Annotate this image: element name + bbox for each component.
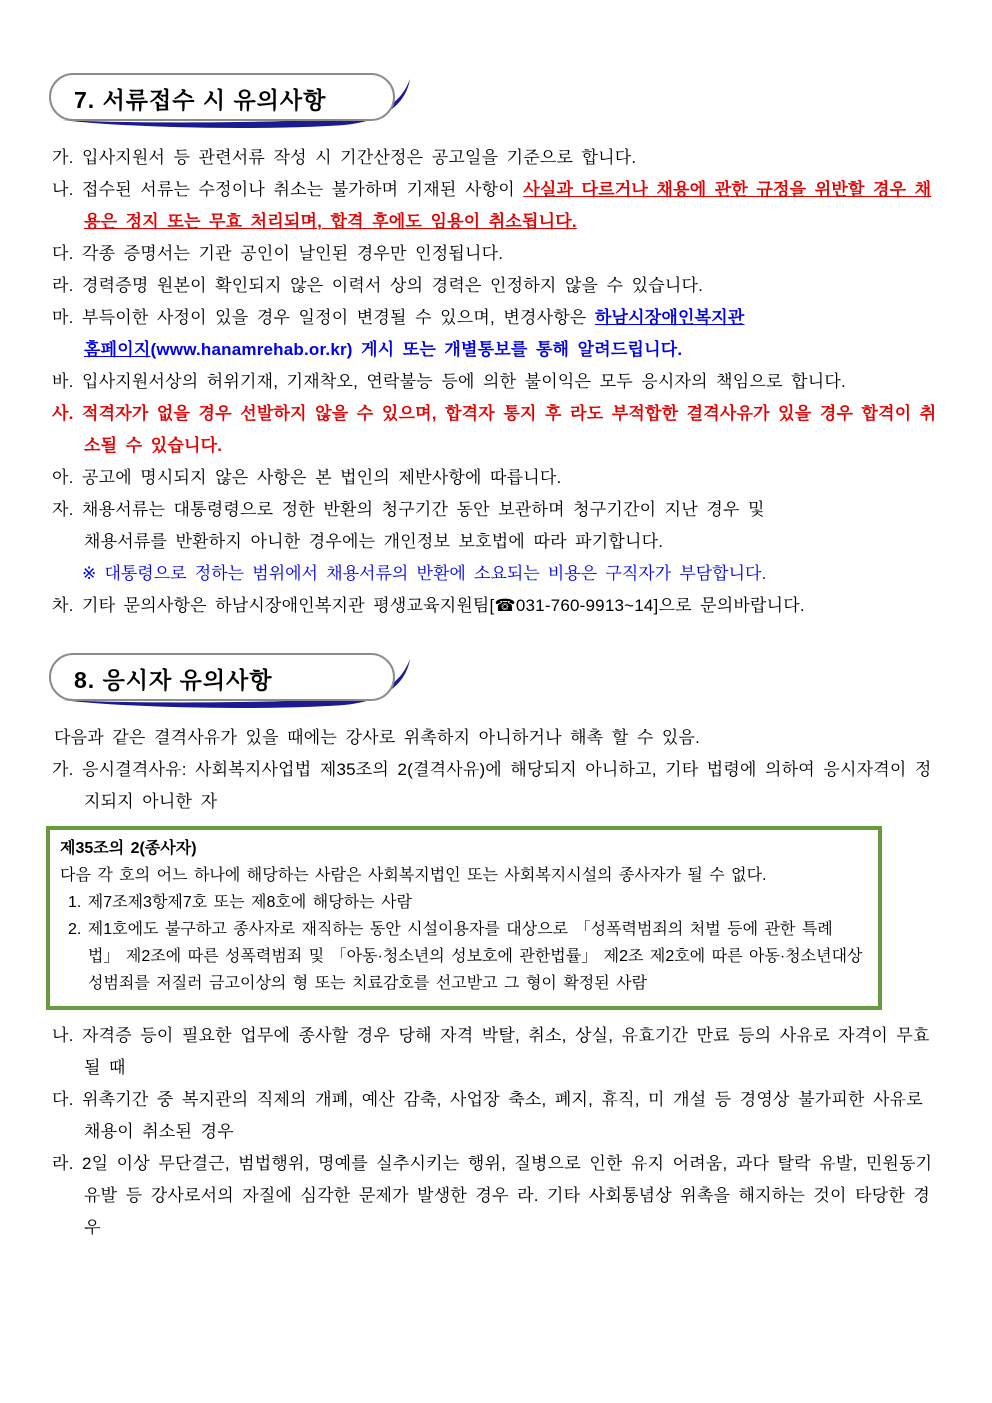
list-item-a — [52, 462, 946, 494]
item-text-red: 적격자가 없을 경우 선발하지 않을 수 있으며, 합격자 통지 후 라도 부적합한 결격사유가 있을 경우 합격이 취소될 수 있습니다. — [81, 404, 937, 455]
list-item-cha — [52, 590, 946, 622]
list-item-ba — [52, 366, 946, 398]
item-text: 기타 문의사항은 하남시장애인복지관 평생교육지원팀[☎031-760-9913~14]으로 문의바랍니다. — [81, 596, 805, 615]
law-box-item-1: 1. 제7조제3항제7호 또는 제8호에 해당하는 사람 — [68, 894, 412, 911]
list-item-da — [52, 1084, 946, 1148]
list-item-ga — [52, 142, 946, 174]
list-item-da — [52, 238, 946, 270]
item-text-red-underline: 사실과 다르거나 채용에 관한 규정을 위반할 경우 채용은 정지 또는 무효 처리되며, 합격 후에도 임용이 취소됩니다. — [84, 180, 932, 231]
law-article-box — [46, 826, 882, 1010]
note-text: ※ 대통령으로 정하는 범위에서 채용서류의 반환에 소요되는 비용은 구직자가 부담합니다. — [82, 564, 767, 583]
item-text: 각종 증명서는 기관 공인이 날인된 경우만 인정됩니다. — [81, 244, 504, 263]
item-label: 차. — [52, 596, 74, 615]
item-label: 라. — [52, 276, 74, 295]
law-box-intro: 다음 각 호의 어느 하나에 해당하는 사람은 사회복지법인 또는 사회복지시설의 종사자가 될 수 없다. — [60, 867, 767, 884]
org-name-link-text: 하남시장애인복지관 — [594, 308, 745, 327]
list-item-ra — [52, 270, 946, 302]
item-label: 마. — [52, 308, 74, 327]
item-text: 자격증 등이 필요한 업무에 종사할 경우 당해 자격 박탈, 취소, 상실, 유효기간 만료 등의 사유로 자격이 무효 될 때 — [81, 1026, 930, 1077]
homepage-url-text: (www.hanamrehab.or.kr) 게시 또는 개별통보를 통해 알려드립니다. — [150, 340, 683, 359]
item-label: 가. — [52, 148, 74, 167]
list-item-na — [52, 1020, 946, 1084]
item-label: 다. — [52, 244, 74, 263]
item-label: 아. — [52, 468, 74, 487]
item-label: 자. — [52, 500, 74, 519]
item-label: 다. — [52, 1090, 74, 1109]
list-item-na — [52, 174, 946, 238]
item-text: 접수된 서류는 수정이나 취소는 불가하며 기재된 사항이 — [81, 180, 524, 199]
section7-header — [48, 72, 420, 134]
item-label: 나. — [52, 1026, 74, 1045]
section8 — [52, 652, 946, 1244]
item-text: 경력증명 원본이 확인되지 않은 이력서 상의 경력은 인정하지 않을 수 있습니다. — [81, 276, 704, 295]
section8-title: 8. 응시자 유의사항 — [74, 667, 273, 693]
law-box-item-2: 2. 제1호에도 불구하고 종사자로 재직하는 동안 시설이용자를 대상으로 「성폭력범죄의 처벌 등에 관한 특례법」 제2조에 따른 성폭력범죄 및 「아동·청소년의 성보호에 관한법률」 제2조 제2호에 따른 아동·청소년대상 성범죄를 저질러 금고이상의 형 또는 치료감호를 선고받고 그 형이 확정된 사람 — [68, 921, 863, 992]
section7-list — [52, 142, 946, 622]
list-item-ja — [52, 494, 946, 558]
list-item-ga — [52, 754, 946, 818]
item-text: 위촉기간 중 복지관의 직제의 개폐, 예산 감축, 사업장 축소, 폐지, 휴직, 미 개설 등 경영상 불가피한 사유로 채용이 취소된 경우 — [81, 1090, 923, 1141]
item-label: 나. — [52, 180, 74, 199]
list-item-ra — [52, 1148, 946, 1244]
item-label: 가. — [52, 760, 74, 779]
item-label: 바. — [52, 372, 74, 391]
item-text: 채용서류는 대통령령으로 정한 반환의 청구기간 동안 보관하며 청구기간이 지난 경우 및 — [81, 500, 765, 519]
item-label: 사. — [52, 404, 74, 423]
item-label: 라. — [52, 1154, 74, 1173]
item-text: 2일 이상 무단결근, 범법행위, 명예를 실추시키는 행위, 질병으로 인한 유지 어려움, 과다 탈락 유발, 민원동기 유발 등 강사로서의 자질에 심각한 문제가 발생한 경우 라. 기타 사회통념상 위촉을 해지하는 것이 타당한 경우 — [81, 1154, 933, 1237]
homepage-link-text: 홈페이지 — [84, 340, 151, 359]
item-text-line2: 채용서류를 반환하지 아니한 경우에는 개인정보 보호법에 따라 파기합니다. — [84, 532, 664, 551]
item-text: 입사지원서상의 허위기재, 기재착오, 연락불능 등에 의한 불이익은 모두 응시자의 책임으로 합니다. — [81, 372, 846, 391]
return-cost-note — [82, 558, 946, 590]
law-box-title: 제35조의 2(종사자) — [60, 840, 197, 857]
item-text: 공고에 명시되지 않은 사항은 본 법인의 제반사항에 따릅니다. — [81, 468, 562, 487]
item-text: 부득이한 사정이 있을 경우 일정이 변경될 수 있으며, 변경사항은 — [81, 308, 595, 327]
list-item-sa — [52, 398, 946, 462]
item-text: 입사지원서 등 관련서류 작성 시 기간산정은 공고일을 기준으로 합니다. — [81, 148, 637, 167]
item-text: 응시결격사유: 사회복지사업법 제35조의 2(결격사유)에 해당되지 아니하고, 기타 법령에 의하여 응시자격이 정지되지 아니한 자 — [81, 760, 932, 811]
section8-header — [48, 652, 420, 714]
section8-intro: 다음과 같은 결격사유가 있을 때에는 강사로 위촉하지 아니하거나 해촉 할 수 있음. — [54, 728, 701, 747]
section7-title: 7. 서류접수 시 유의사항 — [74, 87, 327, 113]
list-item-ma — [52, 302, 946, 366]
